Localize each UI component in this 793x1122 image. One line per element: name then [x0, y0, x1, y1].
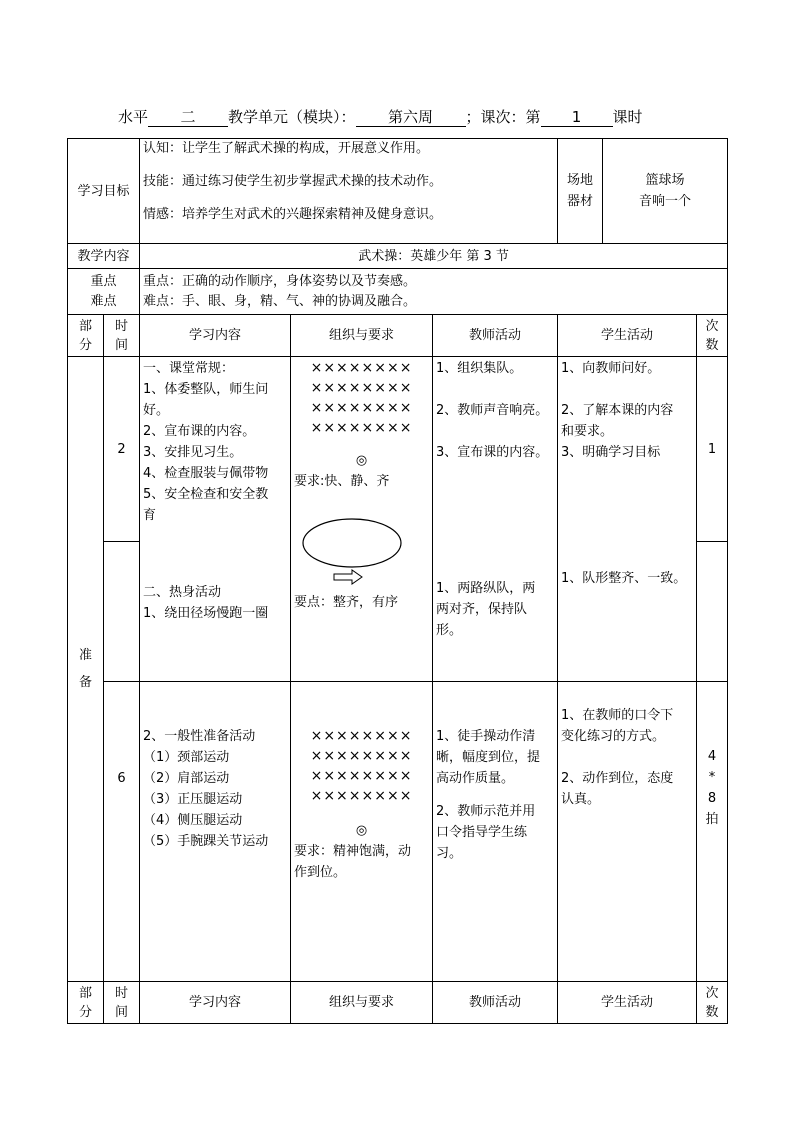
col-part-1: 部	[78, 985, 92, 1001]
teacher-1-0: 1、组织集队。	[436, 361, 523, 376]
formation-row: ××××××××	[310, 380, 413, 396]
student-3-1: 变化练习的方式。	[561, 729, 666, 744]
requirement-2: 要点：整齐，有序	[294, 595, 399, 610]
warmup-1: 1、绕田径场慢跑一圈	[143, 606, 269, 621]
routine-0: 一、课堂常规：	[143, 361, 235, 376]
difficulty-point: 难点：手、眼、身，精、气、神的协调及融合。	[143, 293, 417, 309]
col-count	[697, 982, 728, 1024]
content-row	[68, 244, 728, 269]
requirement-3-1: 作到位。	[294, 865, 347, 880]
teacher-3-6: 习。	[436, 846, 463, 861]
venue-label	[558, 139, 603, 244]
teacher-1-2: 2、教师声音响亮。	[436, 403, 549, 418]
col-organization: 组织与要求	[291, 982, 433, 1024]
prep-student-upper	[558, 357, 697, 682]
col-time	[104, 315, 140, 357]
goals-label: 学习目标	[68, 139, 140, 244]
prep-teacher-upper	[433, 357, 558, 682]
venue-label-2: 器材	[567, 194, 594, 209]
routine-7: 育	[143, 508, 157, 523]
teacher-3-0: 1、徒手操动作清	[436, 729, 536, 744]
count-2-0: 4	[707, 749, 717, 764]
unit-label: 教学单元（模块）：	[228, 108, 356, 126]
student-1-4: 3、明确学习目标	[561, 445, 661, 460]
general-5: （5）手腕踝关节运动	[143, 834, 269, 849]
prep-part-1: 准	[78, 648, 92, 663]
key-label: 重点	[90, 273, 117, 289]
teacher-position-icon: ◎	[355, 453, 368, 468]
student-3-0: 1、在教师的口令下	[561, 708, 674, 723]
formation-row: ××××××××	[310, 768, 413, 784]
requirement-1: 要求:快、静、齐	[294, 474, 390, 489]
routine-4: 3、安排见习生。	[143, 445, 243, 460]
prep-time-2: 6	[104, 682, 140, 982]
general-2: （2）肩部运动	[143, 771, 230, 786]
student-3-4: 认真。	[561, 792, 601, 807]
col-time-2: 间	[115, 337, 129, 353]
prep-time-1: 2	[104, 357, 140, 542]
column-header-row	[68, 315, 728, 357]
formation-row: ××××××××	[310, 748, 413, 764]
formation-row: ××××××××	[310, 360, 413, 376]
formation-row: ××××××××	[310, 728, 413, 744]
prep-student-lower	[558, 682, 697, 982]
prep-part-2: 备	[78, 675, 92, 690]
routine-1: 1、体委整队，师生问	[143, 382, 269, 397]
col-student: 学生活动	[558, 982, 697, 1024]
col-part	[68, 315, 104, 357]
general-1: （1）颈部运动	[143, 750, 230, 765]
goals-row	[68, 139, 728, 244]
prep-row-3	[68, 682, 728, 982]
content-value: 武术操：英雄少年 第 3 节	[140, 244, 728, 269]
running-track-diagram	[294, 518, 429, 588]
track-oval-icon	[294, 518, 430, 588]
col-teacher: 教师活动	[433, 315, 558, 357]
routine-5: 4、检查服装与佩带物	[143, 466, 269, 481]
prep-organization-lower	[291, 682, 433, 982]
col-count-1: 次	[705, 985, 719, 1001]
goal-cognitive: 认知：让学生了解武术操的构成，开展意义作用。	[143, 141, 430, 156]
column-header-row-bottom	[68, 982, 728, 1024]
student-2-0: 1、队形整齐、一致。	[561, 571, 687, 586]
general-3: （3）正压腿运动	[143, 792, 243, 807]
col-part-2: 分	[78, 1004, 92, 1020]
teacher-1-4: 3、宣布课的内容。	[436, 445, 549, 460]
level-value: 二	[148, 108, 228, 127]
general-0: 2、一般性准备活动	[143, 729, 256, 744]
prep-count-2	[697, 682, 728, 982]
col-student: 学生活动	[558, 315, 697, 357]
student-1-2: 2、了解本课的内容	[561, 403, 674, 418]
venue-value-1: 篮球场	[645, 173, 685, 188]
prep-content-lower	[140, 682, 291, 982]
col-count-2: 数	[705, 1004, 719, 1020]
student-1-0: 1、向教师问好。	[561, 361, 661, 376]
header-line	[118, 106, 643, 127]
teacher-2-0: 1、两路纵队，两	[436, 581, 536, 596]
col-part-1: 部	[78, 318, 92, 334]
prep-part	[68, 357, 104, 982]
teacher-3-5: 口令指导学生练	[436, 825, 528, 840]
difficulty-label: 难点	[90, 293, 117, 309]
col-time	[104, 982, 140, 1024]
formation-row: ××××××××	[310, 788, 413, 804]
prep-content-upper	[140, 357, 291, 682]
routine-6: 5、安全检查和安全教	[143, 487, 269, 502]
prep-count-spacer	[697, 542, 728, 682]
content-label: 教学内容	[68, 244, 140, 269]
prep-time-spacer	[104, 542, 140, 682]
col-time-1: 时	[115, 318, 129, 334]
col-time-2: 间	[115, 1004, 129, 1020]
col-count-1: 次	[705, 318, 719, 334]
lesson-suffix: 课时	[612, 108, 643, 126]
student-1-3: 和要求。	[561, 424, 614, 439]
count-2-2: 8	[707, 791, 717, 806]
col-teacher: 教师活动	[433, 982, 558, 1024]
teacher-3-4: 2、教师示范并用	[436, 804, 536, 819]
col-part	[68, 982, 104, 1024]
count-2-3: 拍	[705, 812, 719, 827]
teacher-3-2: 高动作质量。	[436, 771, 515, 786]
teacher-2-1: 两对齐，保持队	[436, 602, 528, 617]
teacher-2-2: 形。	[436, 623, 463, 638]
unit-value: 第六周	[356, 108, 466, 127]
keypoints-row	[68, 269, 728, 315]
general-4: （4）侧压腿运动	[143, 813, 243, 828]
col-count	[697, 315, 728, 357]
requirement-3-0: 要求：精神饱满，动	[294, 844, 412, 859]
venue-value	[603, 139, 728, 244]
prep-count-1: 1	[697, 357, 728, 542]
formation-row: ××××××××	[310, 420, 413, 436]
routine-3: 2、宣布课的内容。	[143, 424, 256, 439]
lesson-value: 1	[541, 108, 613, 127]
warmup-0: 二、热身活动	[143, 585, 222, 600]
formation-row: ××××××××	[310, 400, 413, 416]
keypoints-label	[68, 269, 140, 315]
col-content: 学习内容	[140, 315, 291, 357]
lesson-label: ；课次：第	[465, 108, 541, 126]
col-content: 学习内容	[140, 982, 291, 1024]
prep-organization-upper	[291, 357, 433, 682]
teacher-3-1: 晰，幅度到位，提	[436, 750, 541, 765]
routine-2: 好。	[143, 403, 170, 418]
col-organization: 组织与要求	[291, 315, 433, 357]
col-part-2: 分	[78, 337, 92, 353]
lesson-table	[67, 138, 728, 1024]
student-3-3: 2、动作到位，态度	[561, 771, 674, 786]
venue-value-2: 音响一个	[639, 194, 692, 209]
goals-cell	[140, 139, 558, 244]
key-point: 重点：正确的动作顺序，身体姿势以及节奏感。	[143, 273, 417, 289]
count-2-1: *	[708, 770, 716, 785]
col-time-1: 时	[115, 985, 129, 1001]
keypoints-cell	[140, 269, 728, 315]
teacher-position-icon: ◎	[355, 823, 368, 838]
goal-affective: 情感：培养学生对武术的兴趣探索精神及健身意识。	[143, 207, 443, 222]
col-count-2: 数	[705, 337, 719, 353]
venue-label-1: 场地	[567, 173, 594, 188]
prep-row-1	[68, 357, 728, 542]
level-label: 水平	[118, 108, 149, 126]
prep-teacher-lower	[433, 682, 558, 982]
goal-skill: 技能：通过练习使学生初步掌握武术操的技术动作。	[143, 174, 443, 189]
